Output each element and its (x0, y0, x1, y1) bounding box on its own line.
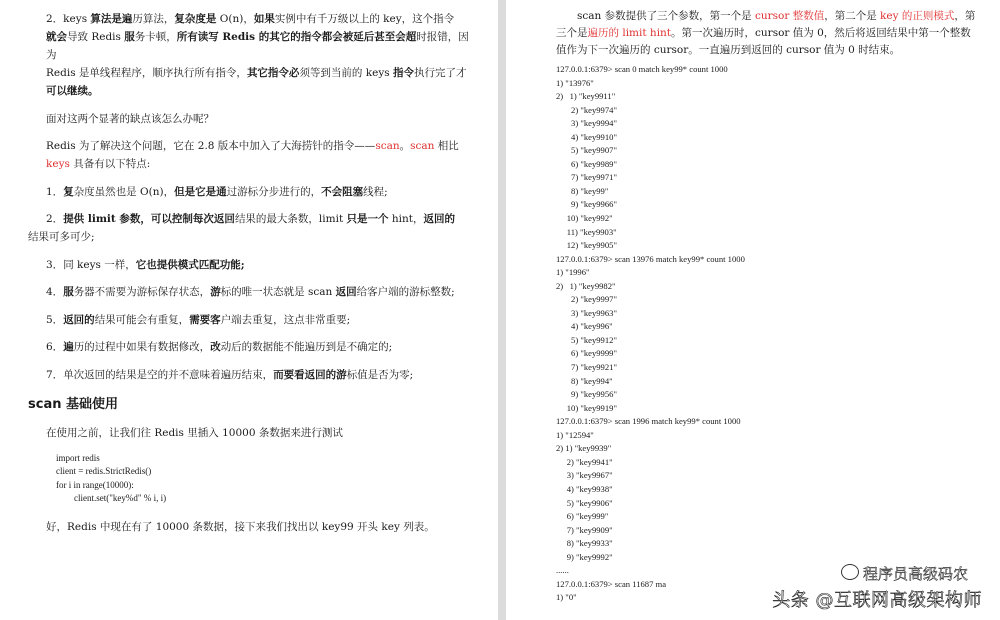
feature-item-7: 7．单次返回的结果是空的并不意味着遍历结束，而要看返回的游标值是否为零; (46, 368, 414, 381)
feature-item-1: 1．复杂度虽然也是 O(n)，但是它是通过游标分步进行的，不会阻塞线程; (46, 185, 388, 198)
python-code-block: import redis client = redis.StrictRedis() for i in range(10000): client.set("key%d" % i, i) (56, 452, 167, 503)
watermark-top: 程序员高级码农 (841, 563, 968, 584)
paragraph-question: 面对这两个显著的缺点该怎么办呢？ (46, 112, 214, 125)
watermark-bottom: 头条 @互联网高级架构师 (772, 590, 982, 611)
page-gutter (498, 0, 506, 620)
feature-item-4: 4．服务器不需要为游标保存状态，游标的唯一状态就是 scan 返回给客户端的游标整数; (46, 286, 455, 298)
feature-item-5: 5．返回的结果可能会有重复，需要客户端去重复，这点非常重要; (46, 313, 351, 326)
paragraph-scan-params: scan 参数提供了三个参数，第一个是 cursor 整数值，第二个是 key 的正则模式，第三个是遍历的 limit hint。第一次遍历时，cursor 值为 0，然后将返回结果中第一个整数值作为下一次遍历的 cursor。一直遍历到返回的 cursor 值为 0 时结束。 (556, 10, 976, 56)
wechat-icon (841, 564, 859, 580)
feature-item-2: 2．提供 limit 参数，可以控制每次返回结果的最大条数，limit 只是一个 hint，返回的 结果可多可少; (28, 213, 455, 243)
paragraph-find-keys: 好，Redis 中现在有了 10000 条数据，接下来我们找出以 key99 开头 key 列表。 (46, 520, 435, 533)
feature-item-3: 3．同 keys 一样，它也提供模式匹配功能; (46, 258, 245, 271)
left-page (0, 0, 498, 620)
right-page (506, 0, 1000, 620)
paragraph-keys-complexity: 2．keys 算法是遍历算法，复杂度是 O(n)，如果实例中有千万级以上的 key，这个指令 就会导致 Redis 服务卡顿，所有读写 Redis 的其它的指令都会被延后甚至会超时报错，因为 Redis 是单线程程序，顺序执行所有指令，其它指令必须等到当前的 keys 指令执行完了才 可以继续。 (46, 13, 469, 97)
paragraph-scan-intro: Redis 为了解决这个问题，它在 2.8 版本中加入了大海捞针的指令——scan。scan 相比 keys 具备有以下特点: (46, 140, 459, 170)
feature-item-6: 6．遍历的过程中如果有数据修改，改动后的数据能不能遍历到是不确定的; (46, 341, 393, 353)
section-heading: scan 基础使用 (28, 397, 118, 412)
redis-terminal-output: 127.0.0.1:6379> scan 0 match key99* count 1000 1) "13976" 2) 1) "key9911" 2) "key9974" 3) "key9994" 4) "key9910" 5) "key9907" 6) "key9989" 7) "key9971" 8) "key99" 9) "key9966" 10) "key992" 11) "key9903" 12) "key9905" 127.0.0.1:6379> scan 13976 match key99* count 1000 1) "1996" 2) 1) "key9982" 2) "key9997" 3) "key9963" 4) "key996" 5) "key9912" 6) "key9999" 7) "key9921" 8) "key994" 9) "key9956" 10) "key9919" 127.0.0.1:6379> scan 1996 match key99* count 1000 1) "12594" 2) 1) "key9939" 2) "key9941" 3) "key9967" 4) "key9938" 5) "key9906" 6) "key999" 7) "key9909" 8) "key9933" 9) "key9992" ...... 127.0.0.1:6379> scan 11687 ma 1) "0" (556, 64, 745, 603)
paragraph-test-setup: 在使用之前，让我们往 Redis 里插入 10000 条数据来进行测试 (46, 427, 343, 439)
